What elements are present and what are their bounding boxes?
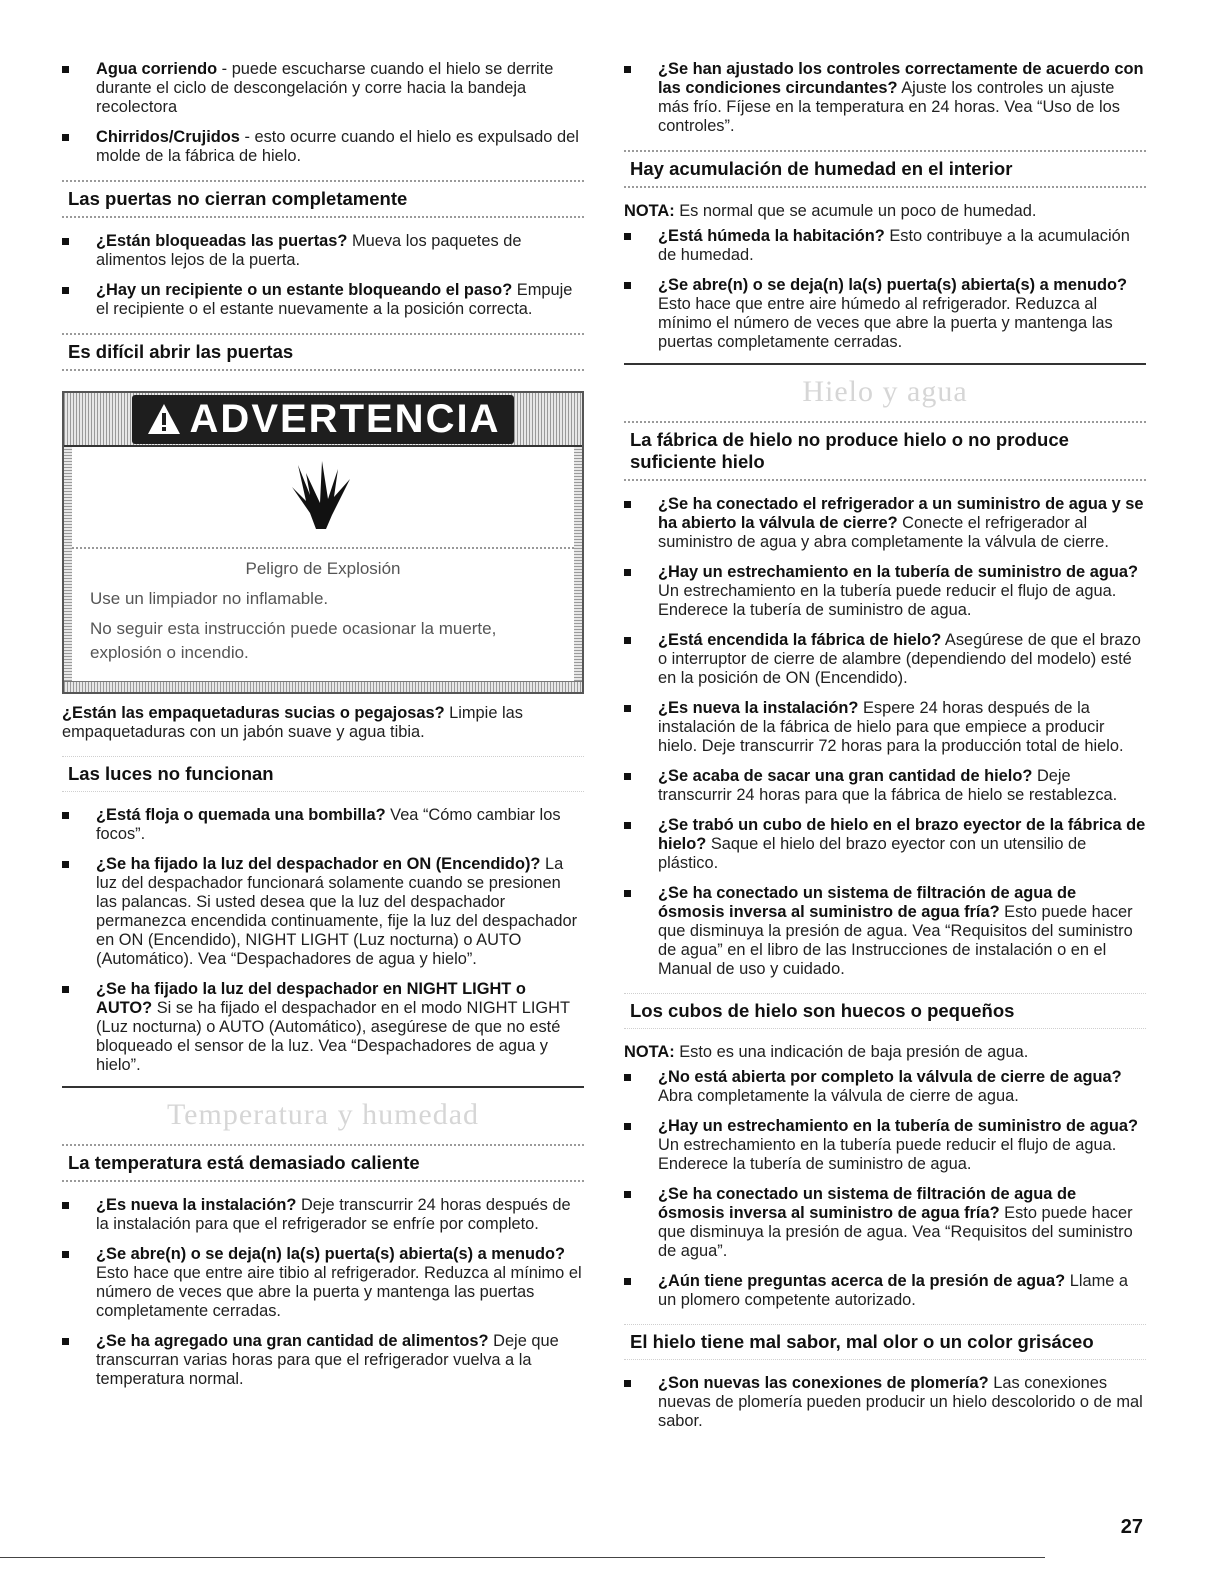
list-item-answer: Ajuste los controles un ajuste más frío. Fíjese en la temperatura en 24 horas. Vea “Uso de los controles”. <box>658 79 1120 135</box>
warning-footer <box>64 681 582 692</box>
list-item-question: ¿Aún tiene preguntas acerca de la presión de agua? <box>658 1272 1066 1290</box>
humidity-note-label: NOTA: <box>624 202 675 220</box>
list-item <box>62 128 584 166</box>
heading-temperature-too-warm: La temperatura está demasiado caliente <box>62 1144 584 1182</box>
intro-list <box>62 60 584 166</box>
list-item <box>624 699 1146 756</box>
list-item-answer: Abra completamente la válvula de cierre de agua. <box>658 1087 1019 1105</box>
warning-line-2: No seguir esta instrucción puede ocasionar la muerte, explosión o incendio. <box>90 619 497 662</box>
list-item-answer: Empuje el recipiente o el estante nuevamente a la posición correcta. <box>96 281 573 318</box>
gaskets-question: ¿Están las empaquetaduras sucias o pegajosas? <box>62 704 445 722</box>
list-item <box>62 980 584 1075</box>
list-item-answer: Deje que transcurran varias horas para que el refrigerador vuelva a la temperatura normal. <box>96 1332 559 1388</box>
list-item-question: ¿Se ha agregado una gran cantidad de alimentos? <box>96 1332 489 1350</box>
list-item-answer: Mueva los paquetes de alimentos lejos de la puerta. <box>96 232 522 269</box>
hollow-note-text: Esto es una indicación de baja presión de agua. <box>674 1043 1029 1061</box>
list-item <box>624 563 1146 620</box>
list-item <box>624 60 1146 136</box>
list-item <box>624 1117 1146 1174</box>
list-item-answer: Esto puede hacer que disminuya la presión de agua. Vea “Requisitos del suministro de agua” en el libro de las Instrucciones de instalación o en el Manual de uso y cuidado. <box>658 903 1133 978</box>
list-item-question: ¿Es nueva la instalación? <box>96 1196 297 1214</box>
list-item-answer: Un estrechamiento en la tubería puede reducir el flujo de agua. Enderece la tubería de suministro de agua. <box>658 582 1117 619</box>
list-item-question: ¿Está húmeda la habitación? <box>658 227 885 245</box>
heading-lights: Las luces no funcionan <box>62 756 584 792</box>
hollow-note <box>624 1043 1146 1062</box>
right-column <box>624 60 1146 1442</box>
list-item <box>624 1185 1146 1261</box>
list-item <box>624 884 1146 979</box>
list-item <box>624 276 1146 352</box>
list-item-answer: - puede escucharse cuando el hielo se derrite durante el ciclo de descongelación y corre hacia la bandeja recolectora <box>96 60 554 116</box>
list-item-question: ¿Es nueva la instalación? <box>658 699 859 717</box>
list-item-answer: Un estrechamiento en la tubería puede reducir el flujo de agua. Enderece la tubería de suministro de agua. <box>658 1136 1117 1173</box>
list-item-question: ¿Se han ajustado los controles correctamente de acuerdo con las condiciones circundantes? <box>658 60 1144 97</box>
list-item <box>624 227 1146 265</box>
list-item-question: ¿Están bloqueadas las puertas? <box>96 232 348 250</box>
gaskets-paragraph <box>62 704 584 742</box>
list-item-question: ¿Se ha fijado la luz del despachador en NIGHT LIGHT o AUTO? <box>96 980 526 1017</box>
list-item <box>624 1272 1146 1310</box>
list-item-question: ¿Son nuevas las conexiones de plomería? <box>658 1374 989 1392</box>
list-item-answer: La luz del despachador funcionará solamente cuando se presionen las palancas. Si usted desea que la luz del despachador permanezca encendida continuamente, fije la luz del despachador en ON (Encendido), NIGHT LIGHT (Luz nocturna) o AUTO (Automático). Vea “Despachadores de agua y hielo”. <box>96 855 578 968</box>
list-item-question: ¿Está encendida la fábrica de hielo? <box>658 631 942 649</box>
warning-header <box>64 393 582 447</box>
warning-side-border-right <box>574 447 582 681</box>
list-item-answer: Asegúrese de que el brazo o interruptor de cierre de alambre (dependiendo del modelo) esté en la posición de ON (Encendido). <box>658 631 1141 687</box>
humidity-list <box>624 227 1146 352</box>
hollow-note-label: NOTA: <box>624 1043 675 1061</box>
list-item-question: Chirridos/Crujidos <box>96 128 240 146</box>
list-item <box>62 232 584 270</box>
list-item-question: ¿Está floja o quemada una bombilla? <box>96 806 386 824</box>
list-item <box>624 767 1146 805</box>
list-item <box>624 1068 1146 1106</box>
list-item-question: ¿Se abre(n) o se deja(n) la(s) puerta(s) abierta(s) a menudo? <box>96 1245 566 1263</box>
list-item-question: ¿Se ha conectado el refrigerador a un suministro de agua y se ha abierto la válvula de cierre? <box>658 495 1144 532</box>
list-item-answer: Espere 24 horas después de la instalación de la fábrica de hielo para que empiece a producir hielo. Deje transcurrir 72 horas para la producción total de hielo. <box>658 699 1124 755</box>
list-item <box>624 631 1146 688</box>
list-item <box>62 806 584 844</box>
page-number: 27 <box>1120 1516 1143 1538</box>
heading-humidity: Hay acumulación de humedad en el interior <box>624 150 1146 188</box>
explosion-icon <box>288 459 358 535</box>
list-item <box>624 816 1146 873</box>
list-item-answer: Esto contribuye a la acumulación de humedad. <box>658 227 1130 264</box>
bottom-rule <box>0 1557 1045 1558</box>
list-item <box>62 281 584 319</box>
list-item-answer: Deje transcurrir 24 horas para que la fábrica de hielo se restablezca. <box>658 767 1118 804</box>
list-item-question: ¿Se trabó un cubo de hielo en el brazo eyector de la fábrica de hielo? <box>658 816 1146 853</box>
warning-title: ADVERTENCIA <box>189 396 501 441</box>
list-item-answer: Saque el hielo del brazo eyector con un utensilio de plástico. <box>658 835 1087 872</box>
list-item-question: ¿No está abierta por completo la válvula de cierre de agua? <box>658 1068 1122 1086</box>
warning-triangle-icon <box>146 402 182 436</box>
hollow-list <box>624 1068 1146 1310</box>
list-item-answer: Esto puede hacer que disminuya la presión de agua. Vea “Requisitos del suministro de agua”. <box>658 1204 1133 1260</box>
list-item <box>62 1332 584 1389</box>
warning-text <box>72 549 574 681</box>
heading-icemaker: La fábrica de hielo no produce hielo o no produce suficiente hielo <box>624 421 1146 481</box>
list-item-question: ¿Se ha conectado un sistema de filtración de agua de ósmosis inversa al suministro de agua fría? <box>658 1185 1077 1222</box>
warning-box <box>62 391 584 694</box>
list-item-answer: Las conexiones nuevas de plomería pueden producir un hielo descolorido o de mal sabor. <box>658 1374 1143 1430</box>
list-item <box>62 1196 584 1234</box>
list-item-answer: - esto ocurre cuando el hielo es expulsado del molde de la fábrica de hielo. <box>96 128 579 165</box>
controls-list <box>624 60 1146 136</box>
warning-hazard: Peligro de Explosión <box>245 559 401 578</box>
list-item-answer: Deje transcurrir 24 horas después de la instalación para que el refrigerador se enfríe por completo. <box>96 1196 571 1233</box>
heading-doors-not-closing: Las puertas no cierran completamente <box>62 180 584 218</box>
list-item-answer: Conecte el refrigerador al suministro de agua y abra completamente la válvula de cierre. <box>658 514 1109 551</box>
warning-label <box>132 395 515 444</box>
list-item-question: ¿Hay un estrechamiento en la tubería de suministro de agua? <box>658 1117 1138 1135</box>
list-item <box>624 1374 1146 1431</box>
section-title-temperature: Temperatura y humedad <box>62 1086 584 1140</box>
icemaker-list <box>624 495 1146 979</box>
list-item-answer: Llame a un plomero competente autorizado. <box>658 1272 1129 1309</box>
list-item <box>62 855 584 969</box>
list-item <box>62 1245 584 1321</box>
list-item-question: ¿Se acaba de sacar una gran cantidad de hielo? <box>658 767 1033 785</box>
section-title-ice-water: Hielo y agua <box>624 363 1146 417</box>
list-item-answer: Esto hace que entre aire húmedo al refrigerador. Reduzca al mínimo el número de veces que abre la puerta y mantenga las puertas completamente cerradas. <box>658 295 1113 351</box>
taste-list <box>624 1374 1146 1431</box>
list-item-question: ¿Se ha fijado la luz del despachador en ON (Encendido)? <box>96 855 541 873</box>
humidity-note <box>624 202 1146 221</box>
list-item-question: ¿Se abre(n) o se deja(n) la(s) puerta(s) abierta(s) a menudo? <box>658 276 1128 294</box>
list-item-answer: Vea “Cómo cambiar los focos”. <box>96 806 561 843</box>
list-item <box>624 495 1146 552</box>
heading-bad-taste: El hielo tiene mal sabor, mal olor o un color grisáceo <box>624 1324 1146 1360</box>
heading-hollow-cubes: Los cubos de hielo son huecos o pequeños <box>624 993 1146 1029</box>
lights-list <box>62 806 584 1075</box>
list-item <box>62 60 584 117</box>
explosion-icon-area <box>72 447 574 549</box>
list-item-question: Agua corriendo <box>96 60 218 78</box>
left-column <box>62 60 584 1400</box>
list-item-question: ¿Se ha conectado un sistema de filtración de agua de ósmosis inversa al suministro de agua fría? <box>658 884 1077 921</box>
temperature-list <box>62 1196 584 1389</box>
heading-doors-hard-to-open: Es difícil abrir las puertas <box>62 333 584 371</box>
gaskets-answer: Limpie las empaquetaduras con un jabón suave y agua tibia. <box>62 704 523 741</box>
list-item-question: ¿Hay un recipiente o un estante bloqueando el paso? <box>96 281 513 299</box>
warning-side-border-left <box>64 447 72 681</box>
list-item-answer: Si se ha fijado el despachador en el modo NIGHT LIGHT (Luz nocturna) o AUTO (Automático), asegúrese de que no esté bloqueado el sensor de la luz. Vea “Despachadores de agua y hielo”. <box>96 999 570 1074</box>
doors-list <box>62 232 584 319</box>
humidity-note-text: Es normal que se acumule un poco de humedad. <box>674 202 1037 220</box>
list-item-question: ¿Hay un estrechamiento en la tubería de suministro de agua? <box>658 563 1138 581</box>
list-item-answer: Esto hace que entre aire tibio al refrigerador. Reduzca al mínimo el número de veces que abre la puerta y mantenga las puertas completamente cerradas. <box>96 1264 582 1320</box>
warning-line-1: Use un limpiador no inflamable. <box>90 589 329 608</box>
